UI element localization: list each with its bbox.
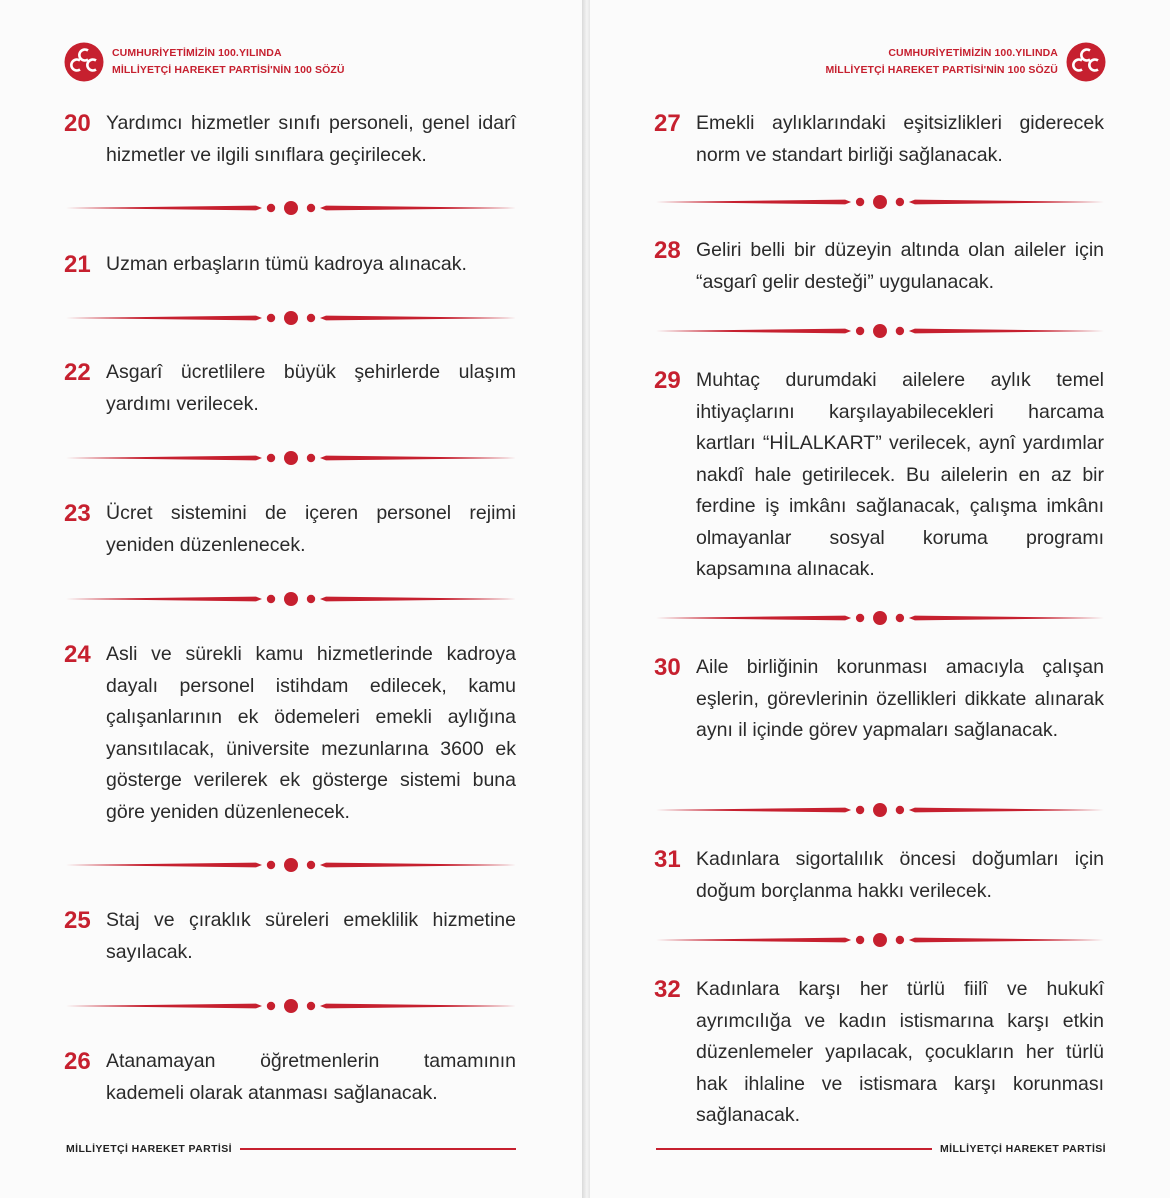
left-header <box>64 42 345 82</box>
promise-item <box>64 498 516 561</box>
ornament-divider <box>656 610 1104 626</box>
promise-number: 21 <box>64 251 91 278</box>
header-line-1: CUMHURİYETİMİZİN 100.YILINDA <box>112 47 282 59</box>
promise-item <box>654 844 1104 907</box>
promise-text: Atanamayan öğretmenlerin tamamının kademeli olarak atanması sağlanacak. <box>106 1050 516 1104</box>
promise-number: 28 <box>654 237 681 264</box>
ornament-divider <box>656 323 1104 339</box>
promise-item <box>64 108 516 171</box>
footer-party-name: MİLLİYETÇİ HAREKET PARTİSİ <box>66 1143 232 1155</box>
promise-text: Asli ve sürekli kamu hizmetlerinde kadroya dayalı personel istihdam edilecek, kamu çalışanlarının ek ödemeleri emekli aylığına yansıtılacak, üniversite mezunlarına 3600 ek gösterge verilerek ek gösterge sistemi buna göre yeniden düzenlenecek. <box>106 643 516 823</box>
header-text <box>112 45 345 79</box>
mhp-logo-icon <box>1066 42 1106 82</box>
promise-text: Asgarî ücretlilere büyük şehirlerde ulaşım yardımı verilecek. <box>106 361 516 415</box>
ornament-divider <box>656 932 1104 948</box>
promise-text: Yardımcı hizmetler sınıfı personeli, genel idarî hizmetler ve ilgili sınıflara geçirilecek. <box>106 112 516 166</box>
promise-number: 23 <box>64 500 91 527</box>
promise-item <box>654 974 1104 1132</box>
promise-item <box>64 1046 516 1109</box>
left-footer <box>66 1143 516 1155</box>
promise-text: Emekli aylıklarındaki eşitsizlikleri giderecek norm ve standart birliği sağlanacak. <box>696 112 1104 166</box>
promise-item <box>654 108 1104 171</box>
promise-number: 29 <box>654 367 681 394</box>
ornament-divider <box>66 200 516 216</box>
footer-rule <box>656 1148 932 1150</box>
footer-party-name: MİLLİYETÇİ HAREKET PARTİSİ <box>940 1143 1106 1155</box>
left-page <box>0 0 582 1198</box>
ornament-divider <box>66 450 516 466</box>
promise-number: 25 <box>64 907 91 934</box>
header-line-2: MİLLİYETÇİ HAREKET PARTİSİ'NİN 100 SÖZÜ <box>112 64 345 76</box>
promise-text: Uzman erbaşların tümü kadroya alınacak. <box>106 253 467 275</box>
promise-number: 24 <box>64 641 91 668</box>
promise-number: 32 <box>654 976 681 1003</box>
footer-rule <box>240 1148 516 1150</box>
right-footer <box>656 1143 1106 1155</box>
promise-text: Staj ve çıraklık süreleri emeklilik hizmetine sayılacak. <box>106 909 516 963</box>
header-line-1: CUMHURİYETİMİZİN 100.YILINDA <box>888 47 1058 59</box>
promise-item <box>64 905 516 968</box>
promise-text: Kadınlara karşı her türlü fiilî ve hukukî ayrımcılığa ve kadın istismarına karşı etkin düzenlemeler yapılacak, çocukların her türlü hak ihlaline ve istismara karşı korunması sağlanacak. <box>696 978 1104 1126</box>
promise-number: 26 <box>64 1048 91 1075</box>
promise-number: 30 <box>654 654 681 681</box>
promise-number: 20 <box>64 110 91 137</box>
promise-item <box>654 365 1104 586</box>
page-gutter <box>582 0 590 1198</box>
promise-text: Kadınlara sigortalılık öncesi doğumları için doğum borçlanma hakkı verilecek. <box>696 848 1104 902</box>
promise-text: Geliri belli bir düzeyin altında olan aileler için “asgarî gelir desteği” uygulanacak. <box>696 239 1104 293</box>
promise-text: Muhtaç durumdaki ailelere aylık temel ihtiyaçlarını karşılayabilecekleri harcama kartları “HİLALKART” verilecek, aynî yardımlar nakdî hale getirilecek. Bu ailelerin en az bir ferdine iş imkânı sağlanacak, çalışma imkânı olmayanlar sosyal koruma programı kapsamına alınacak. <box>696 369 1104 580</box>
ornament-divider <box>66 998 516 1014</box>
ornament-divider <box>66 857 516 873</box>
promise-text: Aile birliğinin korunması amacıyla çalışan eşlerin, görevlerinin özellikleri dikkate alınarak aynı il içinde görev yapmaları sağlanacak. <box>696 656 1104 741</box>
ornament-divider <box>66 591 516 607</box>
promise-text: Ücret sistemini de içeren personel rejimi yeniden düzenlenecek. <box>106 502 516 556</box>
right-page <box>590 0 1170 1198</box>
mhp-logo-icon <box>64 42 104 82</box>
promise-number: 27 <box>654 110 681 137</box>
promise-number: 22 <box>64 359 91 386</box>
promise-item <box>64 357 516 420</box>
ornament-divider <box>656 802 1104 818</box>
ornament-divider <box>66 310 516 326</box>
promise-number: 31 <box>654 846 681 873</box>
promise-item <box>64 639 516 828</box>
header-text <box>825 45 1058 79</box>
header-line-2: MİLLİYETÇİ HAREKET PARTİSİ'NİN 100 SÖZÜ <box>825 64 1058 76</box>
right-header <box>825 42 1106 82</box>
promise-item <box>654 235 1104 298</box>
promise-item <box>654 652 1104 747</box>
ornament-divider <box>656 194 1104 210</box>
promise-item <box>64 249 516 281</box>
